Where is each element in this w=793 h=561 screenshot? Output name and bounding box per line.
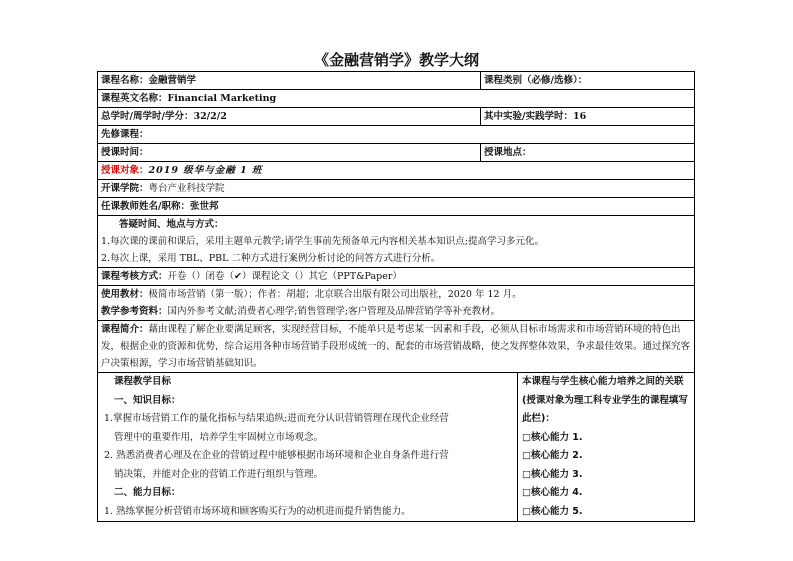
qa-label: 答疑时间、地点与方式： [119,219,224,230]
row-exam [98,268,694,286]
core-ability-item: □核心能力 3. [522,468,583,480]
row-qa [98,216,694,268]
exam-method: 开卷（）闭卷（✔）课程论文（）其它（PPT&Paper） [167,271,402,282]
practice-hours: 16 [572,111,587,122]
hours-label: 总学时/周学时/学分： [101,111,194,122]
row-course-name [98,72,694,90]
row-time-place [98,144,694,162]
place-label: 授课地点： [484,147,532,158]
row-target [98,162,694,180]
row-objectives [98,373,694,521]
row-college [98,180,694,198]
core-ability-item: □核心能力 1. [522,431,583,443]
syllabus-table [97,71,695,522]
objective-item: 2. 熟悉消费者心理及在企业的营销过程中能够根据市场环境和企业自身条件进行营 [104,450,449,461]
teacher: 张世邦 [189,201,219,212]
intro: 藉由课程了解企业要满足顾客，实现经营目标，不能单只是考虑某一因素和手段，必须从目标市场需求和市场营销环境的特色出发，根据企业的资源和优势，综合运用各种市场营销手段形成统一的、配套的市场营销战略，使之发挥整体效果，争求最佳效果。通过探究客户决策根源，学习市场营销基础知识。 [101,324,691,369]
intro-label: 课程简介： [101,324,149,335]
core-ability-item: □核心能力 5. [522,505,583,517]
row-hours [98,108,694,126]
teacher-label: 任课教师姓名/职称： [101,201,190,212]
row-prereq [98,126,694,144]
prereq-label: 先修课程： [101,129,149,140]
core-heading: 本课程与学生核心能力培养之间的关联(授课对象为理工科专业学生的课程填写此栏)： [522,376,688,424]
refs-label: 教学参考资料： [101,306,168,317]
practice-label: 其中实验/实践学时： [484,111,573,122]
target-value: 2019 级华与金融 1 班 [148,165,263,176]
ability-heading: 二、能力目标： [114,487,181,498]
objective-item: 1. 熟练掌握分析营销市场环境和顾客购买行为的动机进而提升销售能力。 [104,505,411,517]
core-ability-item: □核心能力 2. [522,450,583,461]
course-name: 金融营销学 [148,75,197,86]
english-name: Financial Marketing [167,93,277,104]
target-label: 授课对象： [101,165,149,176]
course-name-label: 课程名称： [101,75,149,86]
time-label: 授课时间： [98,144,481,161]
core-ability-item: □核心能力 4. [522,487,583,498]
college: 粤台产业科技学院 [148,183,225,194]
qa-item: 2.每次上课，采用 TBL、PBL 二种方式进行案例分析讨论的问答方式进行分析。 [101,253,441,264]
exam-label: 课程考核方式： [101,271,168,282]
hours: 32/2/2 [193,111,227,122]
refs: 国内外参考文献;消费者心理学;销售管理学;客户管理及品牌营销学等补充教材。 [167,306,501,317]
objectives-heading: 课程教学目标 [114,376,172,387]
textbook: 极简市场营销（第一版）；作者：胡超；北京联合出版有限公司出版社，2020 年 12 月。 [148,289,522,300]
row-materials [98,286,694,321]
course-type-label: 课程类别（必修/选修）： [484,75,588,86]
objective-item: 1.掌握市场营销工作的量化指标与结果追纵;进而充分认识营销管理在现代企业经营 [104,413,449,424]
knowledge-heading: 一、知识目标： [114,394,181,406]
objective-item: 管理中的重要作用，培养学生牢固树立市场观念。 [114,431,324,443]
objective-item: 销决策，并能对企业的营销工作进行组织与管理。 [114,468,324,480]
row-intro [98,321,694,373]
row-teacher [98,198,694,216]
college-label: 开课学院： [101,183,149,194]
qa-item: 1.每次课的课前和课后，采用主题单元教学;请学生事前先预备单元内容相关基本知识点;提高学习多元化。 [101,236,544,247]
page-title: 《金融营销学》教学大纲 [313,51,479,69]
row-english-name [98,90,694,108]
textbook-label: 使用教材： [101,289,149,300]
english-name-label: 课程英文名称： [101,93,168,104]
